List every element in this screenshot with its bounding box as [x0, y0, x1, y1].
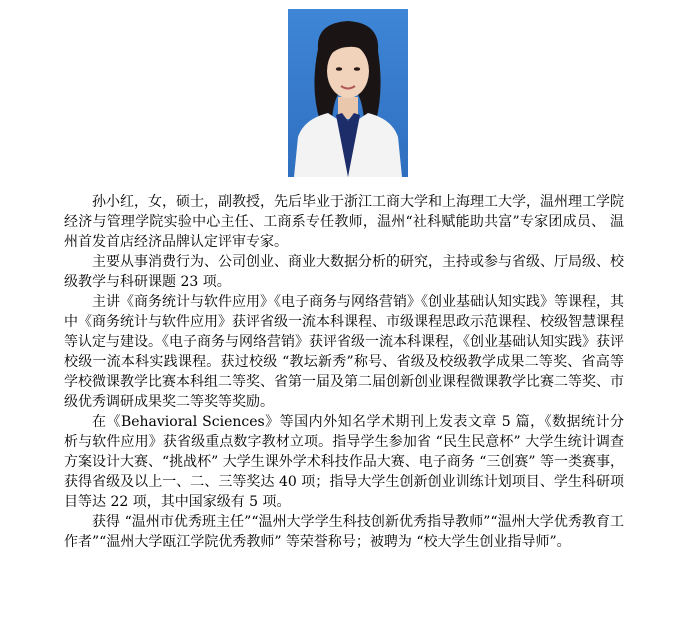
- paragraph-teaching: 主讲《商务统计与软件应用》《电子商务与网络营销》《创业基础认知实践》等课程，其中《商务统计与软件应用》获评省级一流本科课程、市级课程思政示范课程、校级智慧课程等认定与建设。《电子商务与网络营销》获评省级一流本科课程，《创业基础认知实践》获评校级一流本科实践课程。获过校级 “教坛新秀”称号、省级及校级教学成果二等奖、省高等学校微课教学比赛本科组二等奖、省第一届及第二届创新创业课程微课教学比赛二等奖、市级优秀调研成果奖二等奖等奖励。: [64, 294, 624, 410]
- paragraph-research: 主要从事消费行为、公司创业、商业大数据分析的研究，主持或参与省级、厅局级、校级教学与科研课题 23 项。: [64, 254, 624, 290]
- portrait-photo: [288, 9, 408, 177]
- paragraph-intro: 孙小红，女，硕士，副教授，先后毕业于浙江工商大学和上海理工大学，温州理工学院经济与管理学院实验中心主任、工商系专任教师，温州“社科赋能助共富”专家团成员、 温州首发首店经济品牌认定评审专家。: [64, 194, 624, 250]
- paragraph-publications: 在《Behavioral Sciences》等国内外知名学术期刊上发表文章 5 篇，《数据统计分析与软件应用》获省级重点数字教材立项。指导学生参加省 “民生民意杯” 大学生统计调查方案设计大赛、“挑战杯” 大学生课外学术科技作品大赛、电子商务 “三创赛” 等一类赛事，获得省级及以上一、二、三等奖达 40 项；指导大学生创新创业训练计划项目、学生科研项目等达 22 项，其中国家级有 5 项。: [64, 414, 624, 510]
- paragraph-honors: 获得 “温州市优秀班主任”“温州大学学生科技创新优秀指导教师”“温州大学优秀教育工作者”“温州大学瓯江学院优秀教师” 等荣誉称号；被聘为 “校大学生创业指导师”。: [64, 514, 624, 550]
- profile-text: [64, 192, 624, 552]
- portrait-illustration: [288, 9, 408, 177]
